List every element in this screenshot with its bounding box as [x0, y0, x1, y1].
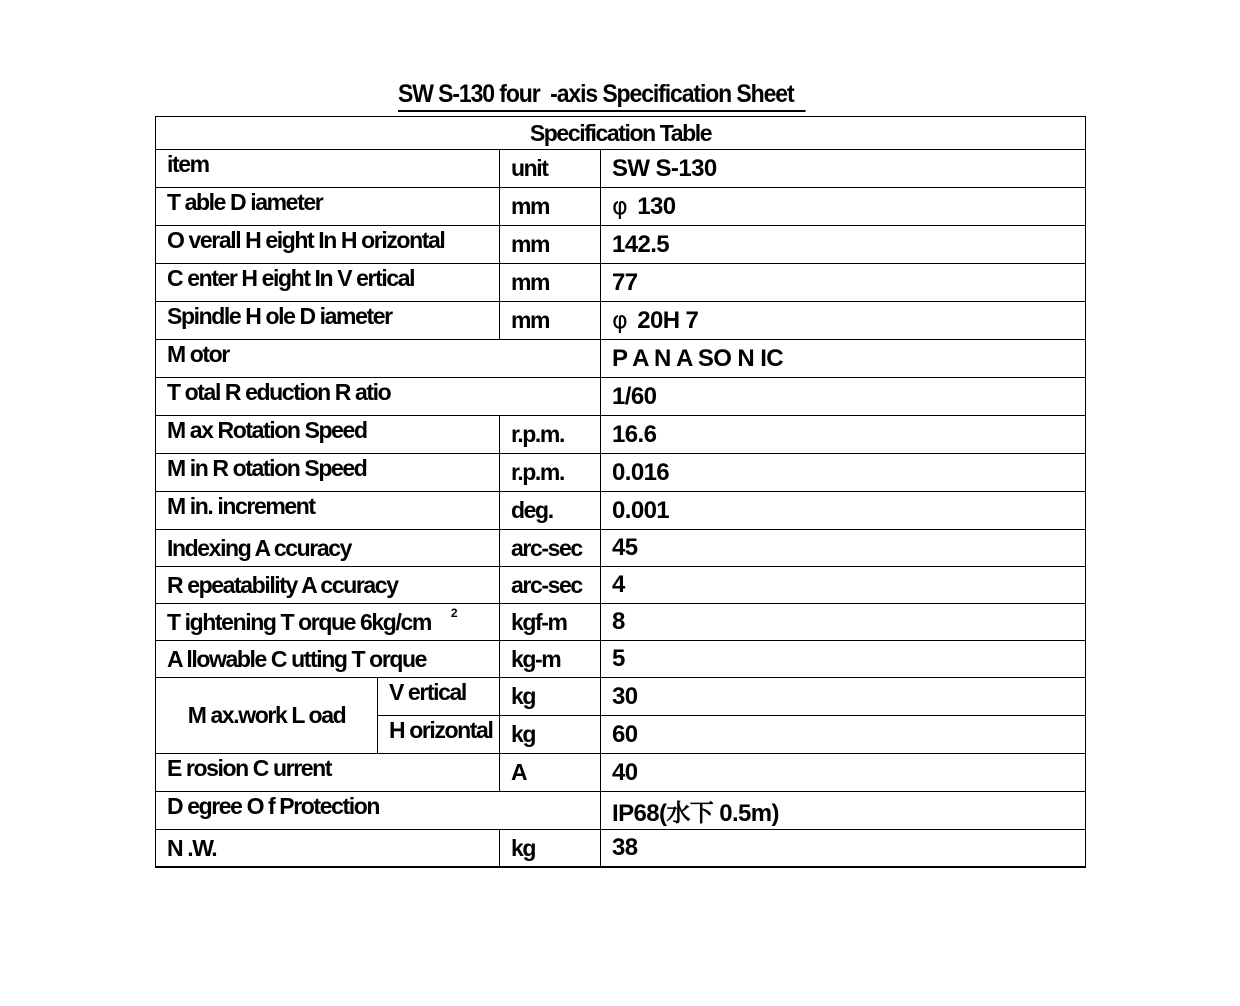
table-row — [156, 378, 1086, 416]
row-value: 4 — [601, 567, 1086, 604]
table-caption: Specification Table — [156, 117, 1086, 150]
row-value: 142.5 — [601, 226, 1086, 264]
row-value: 0.001 — [601, 492, 1086, 530]
table-header-row — [156, 150, 1086, 188]
table-row — [156, 226, 1086, 264]
row-unit: arc-sec — [500, 530, 601, 567]
row-value: 8 — [601, 604, 1086, 641]
row-unit: kg-m — [500, 641, 601, 678]
header-item: item — [156, 150, 500, 188]
row-value: 45 — [601, 530, 1086, 567]
row-unit: r.p.m. — [500, 416, 601, 454]
row-value: IP68(水下 0.5m) — [601, 792, 1086, 830]
row-unit: mm — [500, 226, 601, 264]
table-row — [156, 604, 1086, 641]
row-item-text: T ightening T orque 6kg/cm — [167, 608, 431, 635]
row-item: A llowable C utting T orque — [156, 641, 500, 678]
row-value-text: 20H 7 — [637, 307, 699, 334]
row-unit: deg. — [500, 492, 601, 530]
row-item: M ax Rotation Speed — [156, 416, 500, 454]
header-unit: unit — [500, 150, 601, 188]
row-item: Indexing A ccuracy — [156, 530, 500, 567]
phi-symbol: φ — [612, 192, 628, 220]
table-caption-row — [156, 117, 1086, 150]
superscript: 2 — [450, 605, 457, 620]
row-item — [156, 604, 500, 641]
row-unit: kg — [500, 716, 601, 754]
row-unit: arc-sec — [500, 567, 601, 604]
table-row — [156, 416, 1086, 454]
row-item: M otor — [156, 340, 601, 378]
row-item: T able D iameter — [156, 188, 500, 226]
row-value: 16.6 — [601, 416, 1086, 454]
row-item: Spindle H ole D iameter — [156, 302, 500, 340]
table-row — [156, 792, 1086, 830]
row-unit: r.p.m. — [500, 454, 601, 492]
table-row — [156, 188, 1086, 226]
row-value: 40 — [601, 754, 1086, 792]
row-unit: kgf-m — [500, 604, 601, 641]
row-value — [601, 302, 1086, 340]
row-value: 5 — [601, 641, 1086, 678]
row-item-max-work-load: M ax.work L oad — [156, 678, 378, 754]
page-title: SW S-130 four -axis Specification Sheet — [398, 78, 806, 112]
row-value: 30 — [601, 678, 1086, 716]
table-row — [156, 641, 1086, 678]
row-value: 38 — [601, 830, 1086, 868]
row-value-text: 130 — [637, 193, 676, 220]
table-row — [156, 678, 1086, 716]
row-value — [601, 188, 1086, 226]
table-row — [156, 340, 1086, 378]
table-row — [156, 530, 1086, 567]
row-item: E rosion C urrent — [156, 754, 500, 792]
row-item: C enter H eight In V ertical — [156, 264, 500, 302]
row-unit: A — [500, 754, 601, 792]
row-value: 60 — [601, 716, 1086, 754]
table-row — [156, 264, 1086, 302]
row-value: 77 — [601, 264, 1086, 302]
row-item: M in. increment — [156, 492, 500, 530]
table-row — [156, 454, 1086, 492]
phi-symbol: φ — [612, 306, 628, 334]
row-item: D egree O f Protection — [156, 792, 601, 830]
row-item: N .W. — [156, 830, 500, 868]
table-row — [156, 302, 1086, 340]
specification-table — [155, 116, 1086, 868]
sub-item-horizontal: H orizontal — [378, 716, 500, 754]
sub-item-vertical: V ertical — [378, 678, 500, 716]
row-item: T otal R eduction R atio — [156, 378, 601, 416]
row-unit: mm — [500, 302, 601, 340]
row-item: O verall H eight In H orizontal — [156, 226, 500, 264]
row-value: 1/60 — [601, 378, 1086, 416]
row-value: P A N A SO N IC — [601, 340, 1086, 378]
row-value: 0.016 — [601, 454, 1086, 492]
header-model: SW S-130 — [601, 150, 1086, 188]
table-row — [156, 830, 1086, 868]
row-item: M in R otation Speed — [156, 454, 500, 492]
table-row — [156, 567, 1086, 604]
row-unit: kg — [500, 678, 601, 716]
table-row — [156, 492, 1086, 530]
row-item: R epeatability A ccuracy — [156, 567, 500, 604]
row-unit: kg — [500, 830, 601, 868]
table-row — [156, 754, 1086, 792]
row-unit: mm — [500, 188, 601, 226]
row-unit: mm — [500, 264, 601, 302]
